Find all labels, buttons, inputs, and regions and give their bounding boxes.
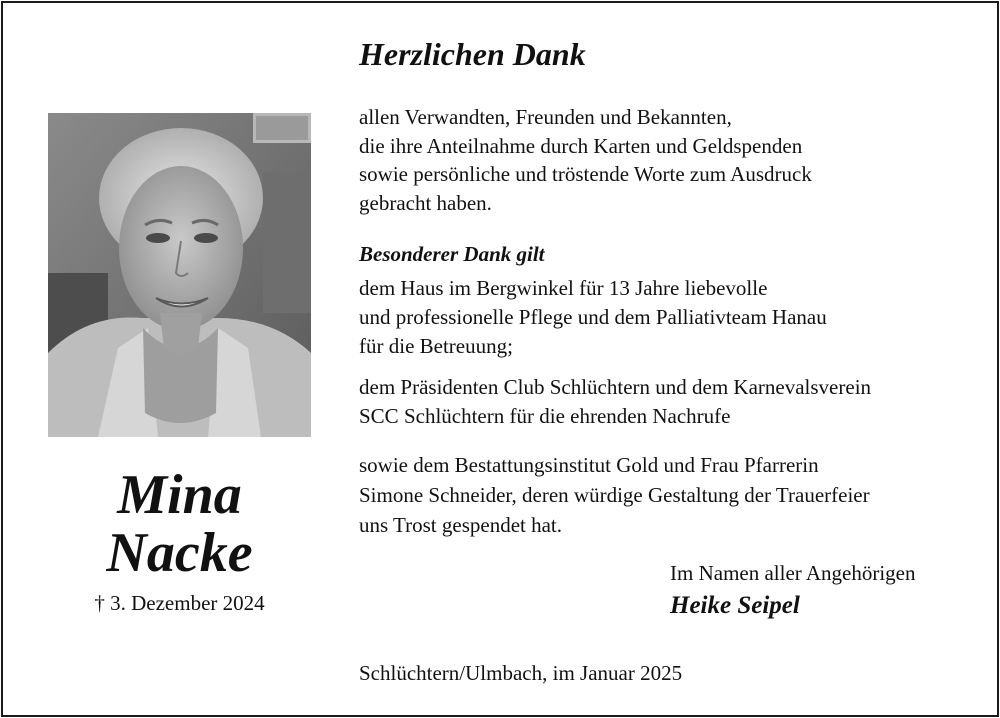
intro-paragraph bbox=[359, 103, 812, 217]
deceased-last-name: Nacke bbox=[106, 522, 253, 584]
thanks-paragraph-funeral bbox=[359, 450, 870, 540]
intro-line: sowie persönliche und tröstende Worte zum Ausdruck bbox=[359, 162, 812, 186]
signer-name: Heike Seipel bbox=[670, 592, 800, 619]
notice-heading: Herzlichen Dank bbox=[359, 36, 586, 72]
intro-line: allen Verwandten, Freunden und Bekannten, bbox=[359, 105, 732, 129]
thanks-line: Simone Schneider, deren würdige Gestaltung der Trauerfeier bbox=[359, 483, 870, 507]
deceased-first-name: Mina bbox=[117, 464, 242, 526]
thanks-line: dem Haus im Bergwinkel für 13 Jahre liebevolle bbox=[359, 276, 768, 300]
thanks-line: für die Betreuung; bbox=[359, 334, 513, 358]
thanks-line: und professionelle Pflege und dem Palliativteam Hanau bbox=[359, 305, 827, 329]
thanks-line: uns Trost gespendet hat. bbox=[359, 513, 563, 537]
intro-line: gebracht haben. bbox=[359, 190, 492, 215]
special-thanks-heading: Besonderer Dank gilt bbox=[359, 242, 545, 266]
thanks-line: SCC Schlüchtern für die ehrenden Nachrufe bbox=[359, 403, 731, 428]
intro-line: die ihre Anteilnahme durch Karten und Geldspenden bbox=[359, 133, 803, 158]
thanks-paragraph-care bbox=[359, 274, 827, 361]
on-behalf-line: Im Namen aller Angehörigen bbox=[670, 561, 916, 585]
portrait-photo bbox=[48, 113, 311, 437]
thanks-line: sowie dem Bestattungsinstitut Gold und Frau Pfarrerin bbox=[359, 453, 819, 477]
thanks-paragraph-clubs bbox=[359, 373, 871, 430]
place-and-date: Schlüchtern/Ulmbach, im Januar 2025 bbox=[359, 661, 683, 685]
death-date: † 3. Dezember 2024 bbox=[94, 591, 265, 615]
thanks-line: dem Präsidenten Club Schlüchtern und dem Karnevalsverein bbox=[359, 375, 872, 399]
